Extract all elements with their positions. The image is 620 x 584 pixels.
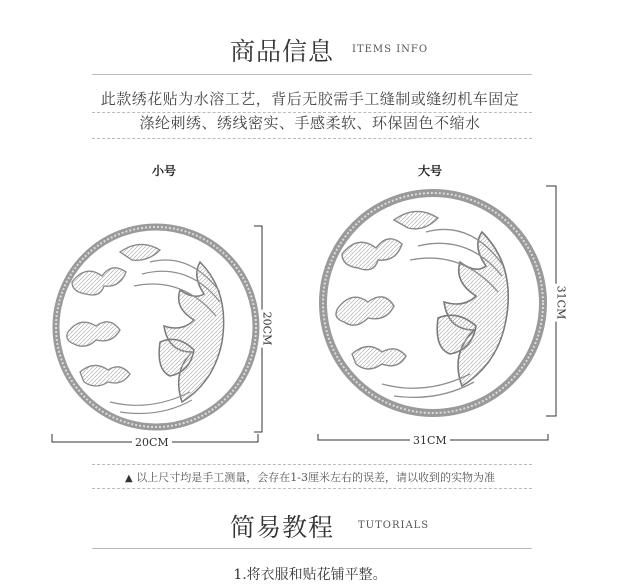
items-info-title-cn: 商品信息: [230, 37, 335, 66]
tutorials-title-en: TUTORIALS: [358, 520, 430, 531]
large-size-label: 大号: [418, 164, 443, 178]
tutorials-header: [0, 506, 620, 546]
tutorials-title-cn: 简易教程: [230, 513, 335, 542]
items-info-title-en: ITEMS INFO: [352, 44, 429, 55]
large-height-label: 31CM: [554, 285, 568, 320]
tutorials-rule: [92, 548, 532, 549]
triangle-up-icon: ▲: [125, 473, 133, 484]
measurement-note: [0, 469, 620, 485]
note-bottom-rule: [92, 488, 532, 489]
note-top-rule: [92, 464, 532, 465]
small-size-label: 小号: [152, 164, 177, 178]
measurement-note-text: 以上尺寸均是手工测量，会存在1-3厘米左右的误差，请以收到的实物为准: [136, 471, 495, 484]
tutorial-step-1: 1.将衣服和贴花铺平整。: [233, 567, 387, 583]
large-width-label: 31CM: [410, 434, 450, 447]
small-width-label: 20CM: [132, 436, 172, 449]
description-line-2: 涤纶刺绣、绣线密实、手感柔软、环保固色不缩水: [139, 114, 481, 132]
small-height-label: 20CM: [260, 311, 274, 346]
description-line-1: 此款绣花贴为水溶工艺，背后无胶需手工缝制或缝纫机车固定: [100, 90, 520, 108]
